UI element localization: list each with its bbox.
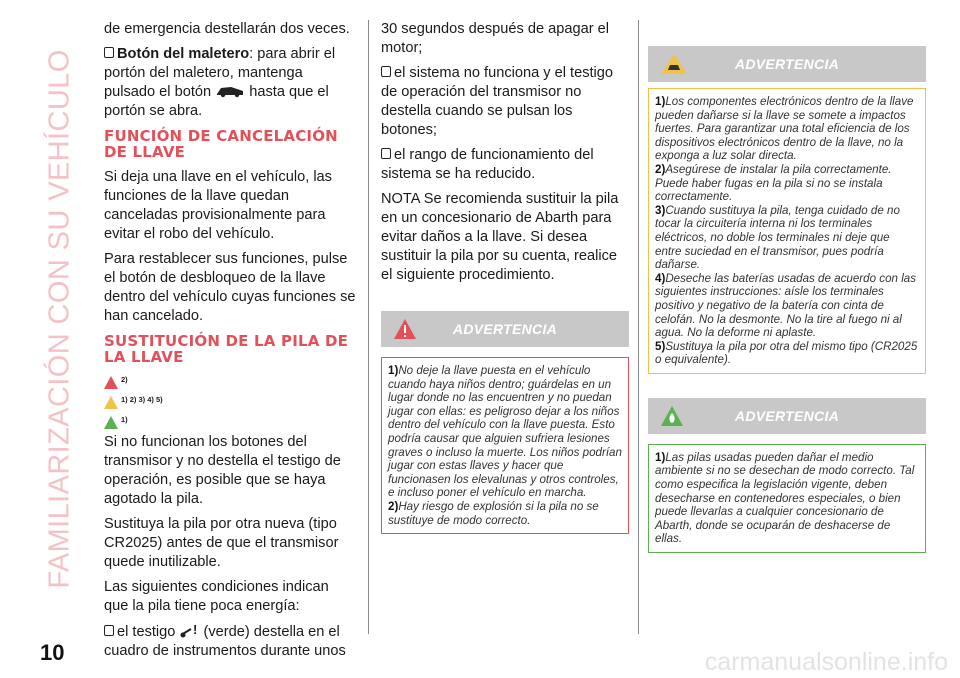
paragraph: Sustituya la pila por otra nueva (tipo CR2025) antes de que el transmisor quede inutilizable. [104,516,339,570]
item-text: Las pilas usadas pueden dañar el medio ambiente si no se desechan de modo correcto. Tal como especifica la legislación vigente, deben desecharse en contenedores especiales, o bien puede llevarlas a cualquier concesionario de Abarth, donde se ocuparán de deshacerse de ellas. [655,450,915,546]
bullet-icon [104,47,114,58]
caution-triangle-icon [104,396,118,409]
paragraph: Para restablecer sus funciones, pulse el botón de desbloqueo de la llave dentro del vehículo cuyas funciones se han cancelado. [104,251,356,324]
bullet-item: el sistema no funciona y el testigo de operación del transmisor no destella cuando se pulsan los botones; [381,65,614,138]
column-divider [368,20,369,634]
item-number: 1) [655,450,666,464]
column-3 [648,20,926,553]
svg-text:!: ! [193,622,198,637]
key-warning-icon [179,622,203,638]
item-number: 2) [388,499,399,513]
warning-item [655,272,919,340]
heading-cancel-function: FUNCIÓN DE CANCELACIÓN DE LLAVE [104,127,338,161]
warning-item [388,364,622,500]
item-text: No deje la llave puesta en el vehículo cuando haya niños dentro; guárdelas en un lugar donde no las encuentren y no puedan jugar con ellas: es peligroso dejar a los niños dentro del vehículo con la llave puesta. Esto podría causar que alguien sufriera lesiones graves o incluso la muerte. Los niños podrían jugar con estas llaves y hacer que funcionasen los elevalunas y otros controles, e incluso poner el vehículo en marcha. [388,364,622,500]
note-paragraph: NOTA Se recomienda sustituir la pila en un concesionario de Abarth para evitar daños a la llave. Si desea sustituir la pila por su cuenta, realice el siguiente procedimiento. [381,191,619,283]
paragraph: Si deja una llave en el vehículo, las funciones de la llave quedan canceladas provisionalmente para evitar el robo del vehículo. [104,169,332,242]
warning-item [388,500,622,527]
bullet-icon [381,148,391,159]
item-text: Hay riesgo de explosión si la pila no se sustituye de modo correcto. [388,499,599,527]
item-number: 3) [655,203,666,217]
trunk-label: Botón del maletero [117,46,250,62]
warning-item [655,340,919,367]
watermark: carmanualsonline.info [704,648,948,676]
caution-ref: 1) 2) 3) 4) 5) [104,393,356,409]
item-number: 1) [388,364,399,377]
page-number: 10 [40,640,65,665]
column-divider [638,20,639,634]
warning-item [655,163,919,204]
environment-leaf-icon [660,405,684,427]
warning-triangle-icon [393,318,417,340]
bullet-icon [381,66,391,77]
environment-ref: 1) [104,413,356,429]
warning-item [655,451,919,546]
environment-body [648,444,926,553]
paragraph: Las siguientes condiciones indican que la pila tiene poca energía: [104,579,329,614]
warning-item [655,204,919,272]
heading-battery-replacement: SUSTITUCIÓN DE LA PILA DE LA LLAVE [104,332,349,366]
car-trunk-icon [215,84,245,98]
bullet-item: el testigo ! (verde) destella en el cuadro de instrumentos durante unos [104,622,346,659]
paragraph: Si no funcionan los botones del transmisor y no destella el testigo de operación, es posible que se haya agotado la pila. [104,434,341,507]
item-text: Sustituya la pila por otra del mismo tipo (CR2025 o equivalente). [655,339,918,367]
warning-triangle-icon [104,376,118,389]
section-side-title: FAMILIARIZACIÓN CON SU VEHÍCULO [43,49,76,589]
item-text: Asegúrese de instalar la pila correctamente. Puede haber fugas en la pila si no se instala correctamente. [655,162,892,204]
item-number: 5) [655,339,666,353]
item-text: Cuando sustituya la pila, tenga cuidado de no tocar la circuitería interna ni los terminales eléctricos, no doble los terminales ni deje que entre suciedad en el transmisor, pues podría dañarse. [655,203,900,272]
trunk-paragraph: Botón del maletero: para abrir el portón del maletero, mantenga pulsado el botón hasta que el portón se abra. [104,46,336,119]
bullet-icon [104,625,114,636]
warning-header: ADVERTENCIA [381,311,629,347]
paragraph: 30 segundos después de apagar el motor; [381,21,610,56]
item-number: 4) [655,271,666,285]
item-text: Deseche las baterías usadas de acuerdo con las siguientes instrucciones: aísle los terminales positivo y negativo de la batería con cinta de celofán. No la desmonte. No la tire al fuego ni al agua. No la deforme ni aplaste. [655,271,917,340]
column-2 [381,20,629,534]
environment-icon [104,416,118,429]
warning-item [655,95,919,163]
column-1 [104,20,356,667]
item-text: Los componentes electrónicos dentro de la llave pueden dañarse si la llave se somete a impactos fuertes. Para garantizar una total eficiencia de los dispositivos electrónicos dentro de la llave, no la exponga a luz solar directa. [655,95,914,163]
bullet-item: el rango de funcionamiento del sistema se ha reducido. [381,147,594,182]
intro-text: de emergencia destellarán dos veces. [104,21,350,37]
caution-header: ADVERTENCIA [648,46,926,82]
car-caution-icon [660,53,688,75]
warning-ref: 2) [104,373,356,389]
caution-body [648,88,926,374]
item-number: 1) [655,95,666,108]
warning-body [381,357,629,534]
item-number: 2) [655,162,666,176]
environment-header: ADVERTENCIA [648,398,926,434]
